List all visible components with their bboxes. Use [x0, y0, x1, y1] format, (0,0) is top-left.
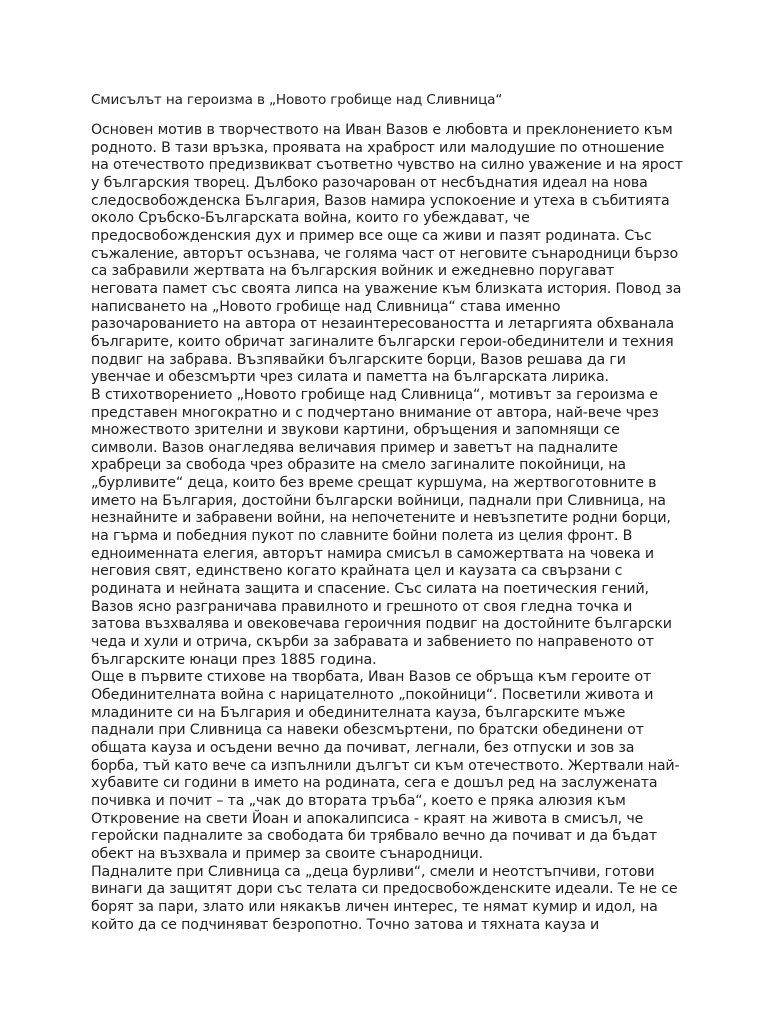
text-line: у българския творец. Дълбоко разочарован от несбъднатия идеал на нова [91, 174, 648, 191]
text-line: геройски падналите за свободата би трябвало вечно да почиват и да бъдат [91, 828, 658, 845]
text-line: увенчае и обезсмърти чрез силата и паметта на българската лирика. [91, 369, 609, 386]
paragraph [91, 864, 691, 935]
text-line: неговия свят, единствено когато крайната цел и каузата са свързани с [91, 563, 623, 580]
text-line: който да се подчиняват безропотно. Точно затова и тяхната кауза и [91, 916, 600, 933]
text-line: българските юнаци през 1885 година. [91, 651, 377, 668]
text-line: едноименната елегия, авторът намира смисъл в саможертвата на човека и [91, 545, 654, 562]
text-line: В стихотворението „Новото гробище над Сливница“, мотивът за героизма е [91, 386, 658, 403]
text-line: незнайните и забравени войни, на непочетените и невъзпетите родни борци, [91, 510, 671, 527]
paragraph [91, 122, 691, 387]
text-line: винаги да защитят дори със телата си предосвобожденските идеали. Те не се [91, 881, 678, 898]
text-line: Основен мотив в творчеството на Иван Вазов е любовта и преклонението към [91, 122, 673, 138]
text-line: представен многократно и с подчертано внимание от автора, най-вече чрез [91, 404, 659, 421]
text-line: младините си на България и обединителната кауза, българските мъже [91, 704, 626, 721]
text-line: неговата памет със своята липса на уважение към близката история. Повод за [91, 280, 682, 297]
text-line: Откровение на свети Йоан и апокалипсиса - краят на живота в смисъл, че [91, 810, 644, 827]
document-title: Смисълът на героизма в „Новото гробище над Сливница“ [91, 92, 503, 108]
text-line: борят за пари, злато или някакъв личен интерес, те нямат кумир и идол, на [91, 898, 658, 915]
paragraph [91, 387, 691, 670]
text-line: символи. Вазов онагледява величавия пример и заветът на падналите [91, 439, 618, 456]
text-line: „бурливите“ деца, които без време срещат куршума, на жертвоготовните в [91, 475, 657, 492]
text-line: паднали при Сливница са навеки обезсмъртени, по братски обединени от [91, 722, 644, 739]
text-line: храбреци за свобода чрез образите на смело загиналите покойници, на [91, 457, 626, 474]
text-line: подвиг на забрава. Възпявайки българските борци, Вазов решава да ги [91, 351, 626, 368]
text-line: множеството зрителни и звукови картини, обръщения и запомнящи се [91, 422, 620, 439]
text-line: Вазов ясно разграничава правилното и грешното от своя гледна точка и [91, 598, 633, 615]
text-line: родината и нейната защита и спасение. Със силата на поетическия гений, [91, 581, 649, 598]
text-line: името на България, достойни български войници, паднали при Сливница, на [91, 492, 666, 509]
text-line: почивка и почит – та „чак до втората тръба“, което е пряка алюзия към [91, 792, 626, 809]
text-line: около Сръбско-Българската война, които го убеждават, че [91, 210, 530, 227]
text-line: на гърма и победния пукот по славните бойни полета из целия фронт. В [91, 528, 633, 545]
text-line: съжаление, авторът осъзнава, че голяма част от неговите сънародници бързо [91, 245, 679, 262]
text-line: разочарованието на автора от незаинтересоваността и летаргията обхванала [91, 316, 675, 333]
text-line: са забравили жертвата на българския войник и ежедневно поругават [91, 263, 615, 280]
text-line: Обединителната война с нарицателното „покойници“. Посветили живота и [91, 687, 654, 703]
text-line: на отечеството предизвикват съответно чувство на силно уважение и на ярост [91, 157, 683, 174]
document-page [91, 91, 691, 934]
text-line: написването на „Новото гробище над Сливница“ става именно [91, 298, 561, 315]
text-line: българите, които обричат загиналите български герои-обединители и техния [91, 333, 674, 350]
text-line: затова възхвалява и овековечава героичния подвиг на достойните български [91, 616, 672, 633]
text-line: чеда и хули и отрича, скърби за забравата и забвението по направеното от [91, 634, 654, 651]
text-line: предосвобожденския дух и пример все още са живи и пазят родината. Със [91, 227, 652, 244]
text-line: родното. В тази връзка, проявата на храброст или малодушие по отношение [91, 139, 665, 156]
document-body [91, 122, 691, 934]
text-line: Падналите при Сливница са „деца бурливи“, смели и неотстъпчиви, готови [91, 863, 655, 880]
text-line: хубавите си години в името на родината, сега е дошъл ред на заслужената [91, 775, 658, 792]
text-line: борба, тъй като вече са изпълнили дългът си към отечеството. Жертвали най- [91, 757, 680, 774]
text-line: Още в първите стихове на творбата, Иван Вазов се обръща към героите от [91, 669, 652, 686]
text-line: следосвобожденска България, Вазов намира успокоение и утеха в събитията [91, 192, 670, 209]
text-line: обект на възхвала и пример за своите сънародници. [91, 845, 483, 862]
paragraph [91, 669, 691, 863]
text-line: общата кауза и осъдени вечно да почиват, легнали, без отпуски и зов за [91, 739, 635, 756]
